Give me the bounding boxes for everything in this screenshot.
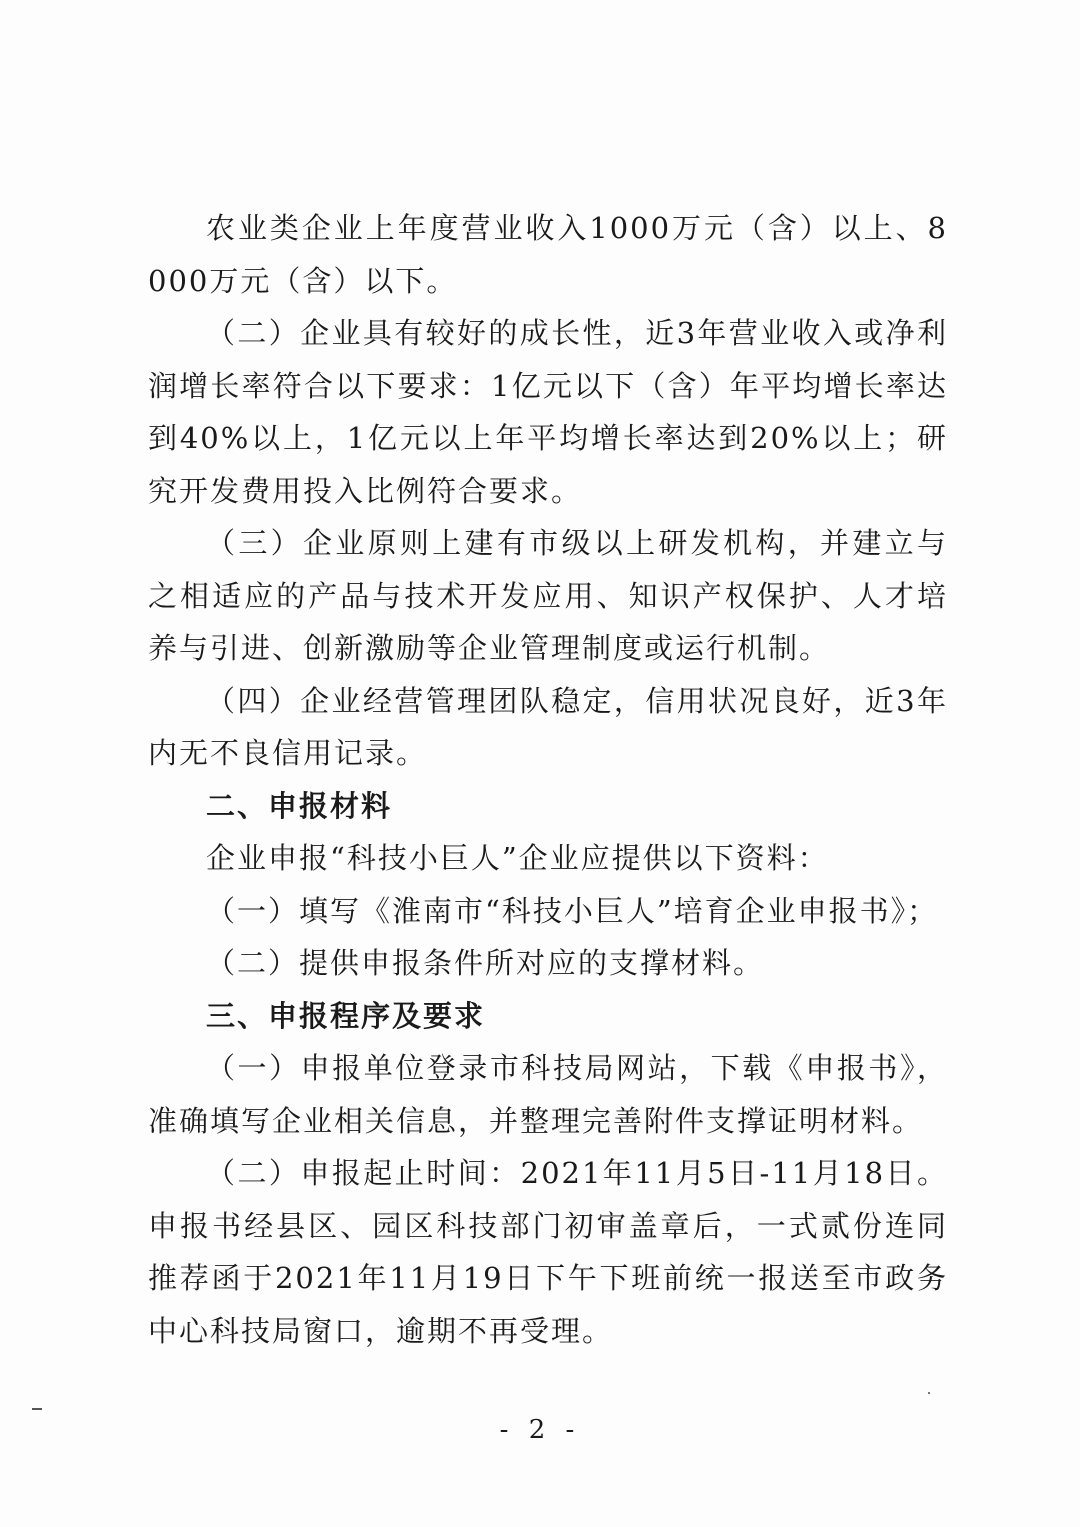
- paragraph-growth-requirement: （二）企业具有较好的成长性，近3年营业收入或净利润增长率符合以下要求：1亿元以下（含）年平均增长率达到40%以上，1亿元以上年平均增长率达到20%以上；研究开发费用投入比例符合要求。: [148, 316, 948, 508]
- paragraph-rnd-institution: （三）企业原则上建有市级以上研发机构，并建立与之相适应的产品与技术开发应用、知识产权保护、人才培养与引进、创新激励等企业管理制度或运行机制。: [148, 526, 948, 665]
- section-heading-materials: 二、申报材料: [206, 788, 393, 823]
- paragraph-procedure-item-1: （一）申报单位登录市科技局网站，下载《申报书》，准确填写企业相关信息，并整理完善附件支撑证明材料。: [148, 1051, 948, 1138]
- section-heading-procedure: 三、申报程序及要求: [206, 998, 486, 1033]
- paragraph-procedure-item-2: （二）申报起止时间：2021年11月5日-11月18日。申报书经县区、园区科技部门初审盖章后，一式贰份连同推荐函于2021年11月19日下午下班前统一报送至市政务中心科技局窗口，逾期不再受理。: [148, 1156, 948, 1348]
- paragraph-management-team: （四）企业经营管理团队稳定，信用状况良好，近3年内无不良信用记录。: [148, 683, 948, 770]
- paragraph-materials-item-1: （一）填写《淮南市“科技小巨人”培育企业申报书》；: [206, 893, 939, 928]
- paragraph-revenue-agriculture: 农业类企业上年度营业收入1000万元（含）以上、8000万元（含）以下。: [148, 211, 948, 298]
- paragraph-materials-intro: 企业申报“科技小巨人”企业应提供以下资料：: [206, 841, 829, 875]
- paragraph-materials-item-2: （二）提供申报条件所对应的支撑材料。: [206, 946, 765, 980]
- margin-mark: [32, 1408, 42, 1410]
- page-number: - 2 -: [499, 1415, 581, 1445]
- scan-speck: [928, 1392, 930, 1394]
- document-body: [148, 202, 948, 1357]
